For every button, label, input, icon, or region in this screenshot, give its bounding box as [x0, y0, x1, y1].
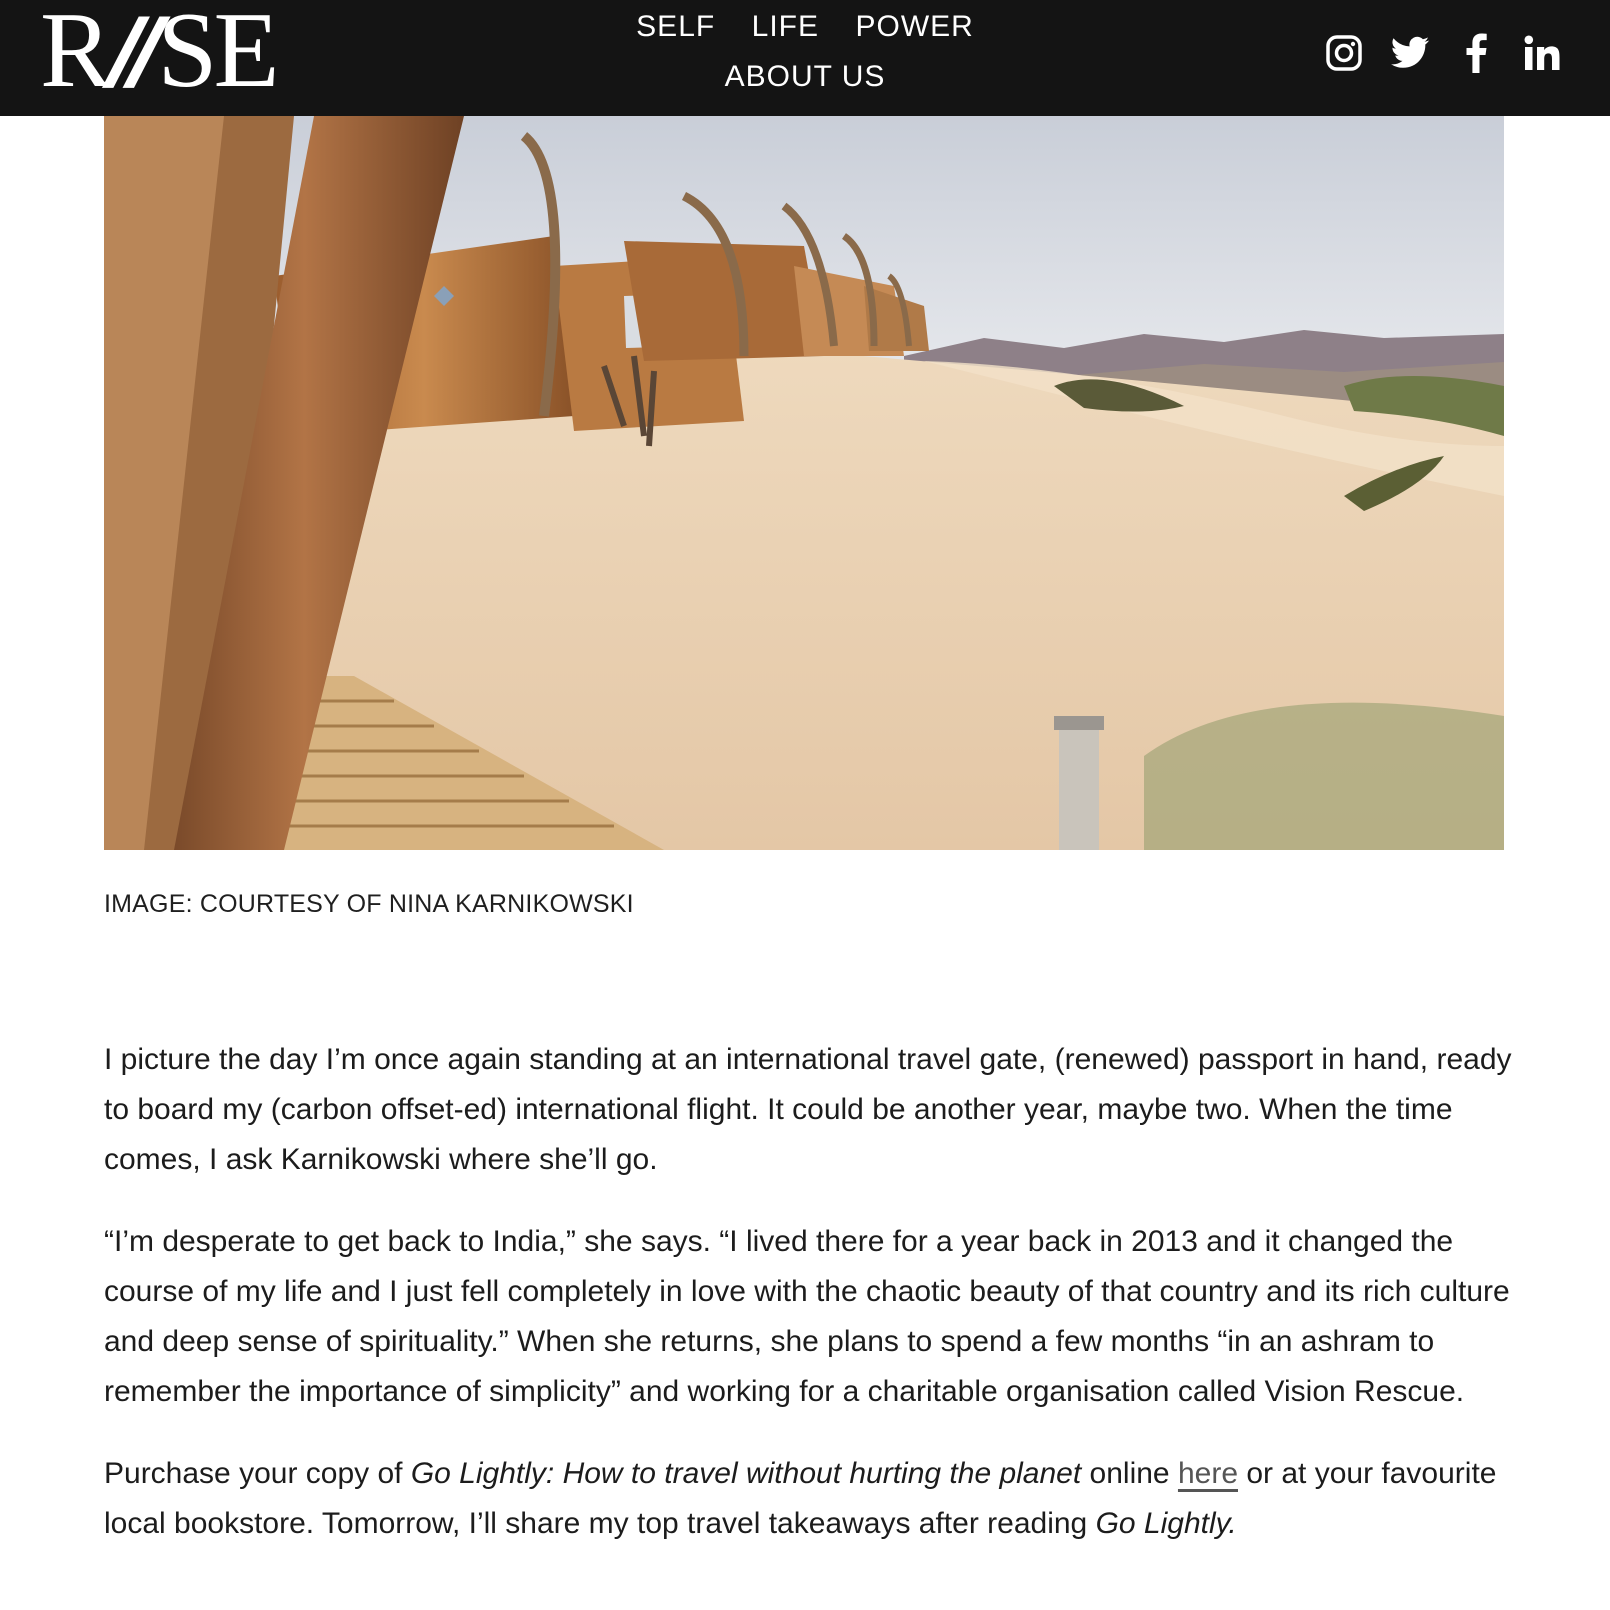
book-title: Go Lightly: How to travel without hurting the planet — [410, 1457, 1082, 1490]
purchase-prefix: Purchase your copy of — [104, 1457, 411, 1490]
nav-life[interactable]: LIFE — [751, 10, 820, 43]
article-body — [104, 1035, 1544, 1581]
paragraph-3 — [104, 1449, 1544, 1549]
logo-letter-r: R — [40, 0, 109, 110]
book-title-short: Go Lightly. — [1095, 1507, 1237, 1540]
nav-self[interactable]: SELF — [636, 10, 716, 43]
nav-power[interactable]: POWER — [855, 10, 974, 43]
instagram-icon[interactable] — [1324, 33, 1364, 73]
paragraph-2: “I’m desperate to get back to India,” she says. “I lived there for a year back in 2013 and it changed the course of my life and I just fell completely in love with the chaotic beauty of that country and its rich culture and deep sense of spirituality.” When she returns, she plans to spend a few months “in an ashram to remember the importance of simplicity” and working for a charitable organisation called Vision Rescue. — [104, 1225, 1510, 1408]
purchase-after: or at your favourite local bookstore. Tomorrow, I’ll share my top travel takeaways after reading — [104, 1457, 1497, 1540]
hero-photo — [104, 116, 1504, 850]
purchase-mid: online — [1081, 1457, 1178, 1490]
logo-letters-se: SE — [157, 0, 276, 110]
paragraph-1: I picture the day I’m once again standing at an international travel gate, (renewed) passport in hand, ready to board my (carbon offset-ed) international flight. It could be another year, maybe two. When the time comes, I ask Karnikowski where she’ll go. — [104, 1043, 1512, 1176]
nav-about-us[interactable]: ABOUT US — [724, 60, 886, 93]
logo-slashes: // — [94, 0, 171, 107]
social-links — [1324, 30, 1562, 76]
twitter-icon[interactable] — [1390, 33, 1430, 73]
image-caption: IMAGE: COURTESY OF NINA KARNIKOWSKI — [104, 890, 634, 918]
facebook-icon[interactable] — [1456, 33, 1496, 73]
purchase-link[interactable]: here — [1177, 1457, 1238, 1490]
site-header — [0, 0, 1610, 116]
linkedin-icon[interactable] — [1522, 33, 1562, 73]
